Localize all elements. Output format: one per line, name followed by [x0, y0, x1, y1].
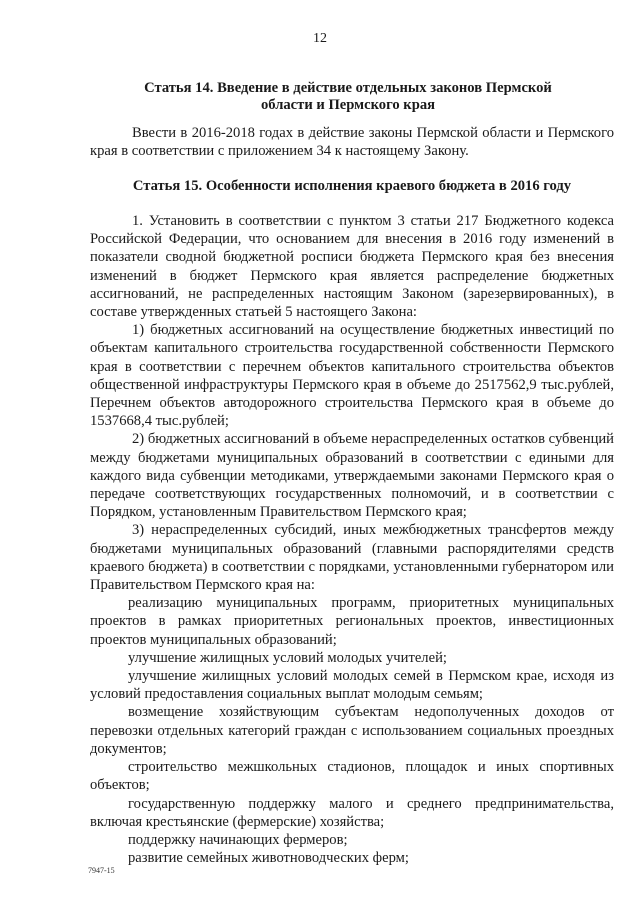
list-item: поддержку начинающих фермеров; [128, 831, 348, 848]
list-item: государственную поддержку малого и среднего предпринимательства, включая крестьянские (фермерские) хозяйства; [90, 795, 614, 830]
article-15-paragraph-3: 2) бюджетных ассигнований в объеме нераспределенных остатков субвенций между бюджетами муниципальных образований в соответствии с едиными для каждого вида субвенции методиками, утверждаемыми законами Пермского края о передаче соответствующих государственных полномочий, и в соответствии с Порядком, установленным Правительством Пермского края; [90, 431, 614, 521]
article-15-heading: Статья 15. Особенности исполнения краевого бюджета в 2016 году [132, 178, 572, 194]
article-15-body [90, 212, 614, 867]
article-14-paragraph: Ввести в 2016-2018 годах в действие законы Пермской области и Пермского края в соответствии с приложением 34 к настоящему Закону. [90, 125, 614, 160]
list-item: улучшение жилищных условий молодых семей в Пермском крае, исходя из условий предоставления социальных выплат молодым семьям; [90, 668, 614, 703]
list-item: улучшение жилищных условий молодых учителей; [128, 649, 447, 666]
article-15-paragraph-1: 1. Установить в соответствии с пунктом 3 статьи 217 Бюджетного кодекса Российской Федерации, что основанием для внесения в 2016 году изменений в показатели сводной бюджетной росписи бюджета Пермского края без внесения изменений в бюджет Пермского края является распределение бюджетных ассигнований, не распределенных настоящим Законом (зарезервированных), в составе утвержденных статьей 5 настоящего Закона: [90, 213, 614, 321]
article-14-heading [88, 80, 608, 114]
article-14-title-line-2: области и Пермского края [260, 97, 436, 113]
list-item: развитие семейных животноводческих ферм; [128, 850, 409, 867]
page-number: 12 [313, 31, 327, 46]
article-14-title-line-1: Статья 14. Введение в действие отдельных законов Пермской [144, 80, 552, 96]
article-15-paragraph-2: 1) бюджетных ассигнований на осуществление бюджетных инвестиций по объектам капитального строительства государственной собственности Пермского края в соответствии с перечнем объектов капитального строительства объектов общественной инфраструктуры Пермского края в объеме до 2517562,9 тыс.рублей, Перечнем объектов автодорожного строительства Пермского края в объеме до 1537668,4 тыс.рублей; [90, 322, 614, 430]
article-14-body [90, 124, 614, 160]
document-code: 7947-15 [88, 866, 115, 875]
list-item: возмещение хозяйствующим субъектам недополученных доходов от перевозки отдельных категорий граждан с использованием социальных проездных документов; [90, 704, 614, 757]
article-15-paragraph-4: 3) нераспределенных субсидий, иных межбюджетных трансфертов между бюджетами муниципальных образований (главными распорядителями средств краевого бюджета) в соответствии с порядками, установленными губернатором или Правительством Пермского края на: [90, 522, 614, 594]
list-item: строительство межшкольных стадионов, площадок и иных спортивных объектов; [90, 759, 614, 794]
list-item: реализацию муниципальных программ, приоритетных муниципальных проектов в рамках приоритетных региональных проектов, инвестиционных проектов муниципальных образований; [90, 595, 614, 648]
